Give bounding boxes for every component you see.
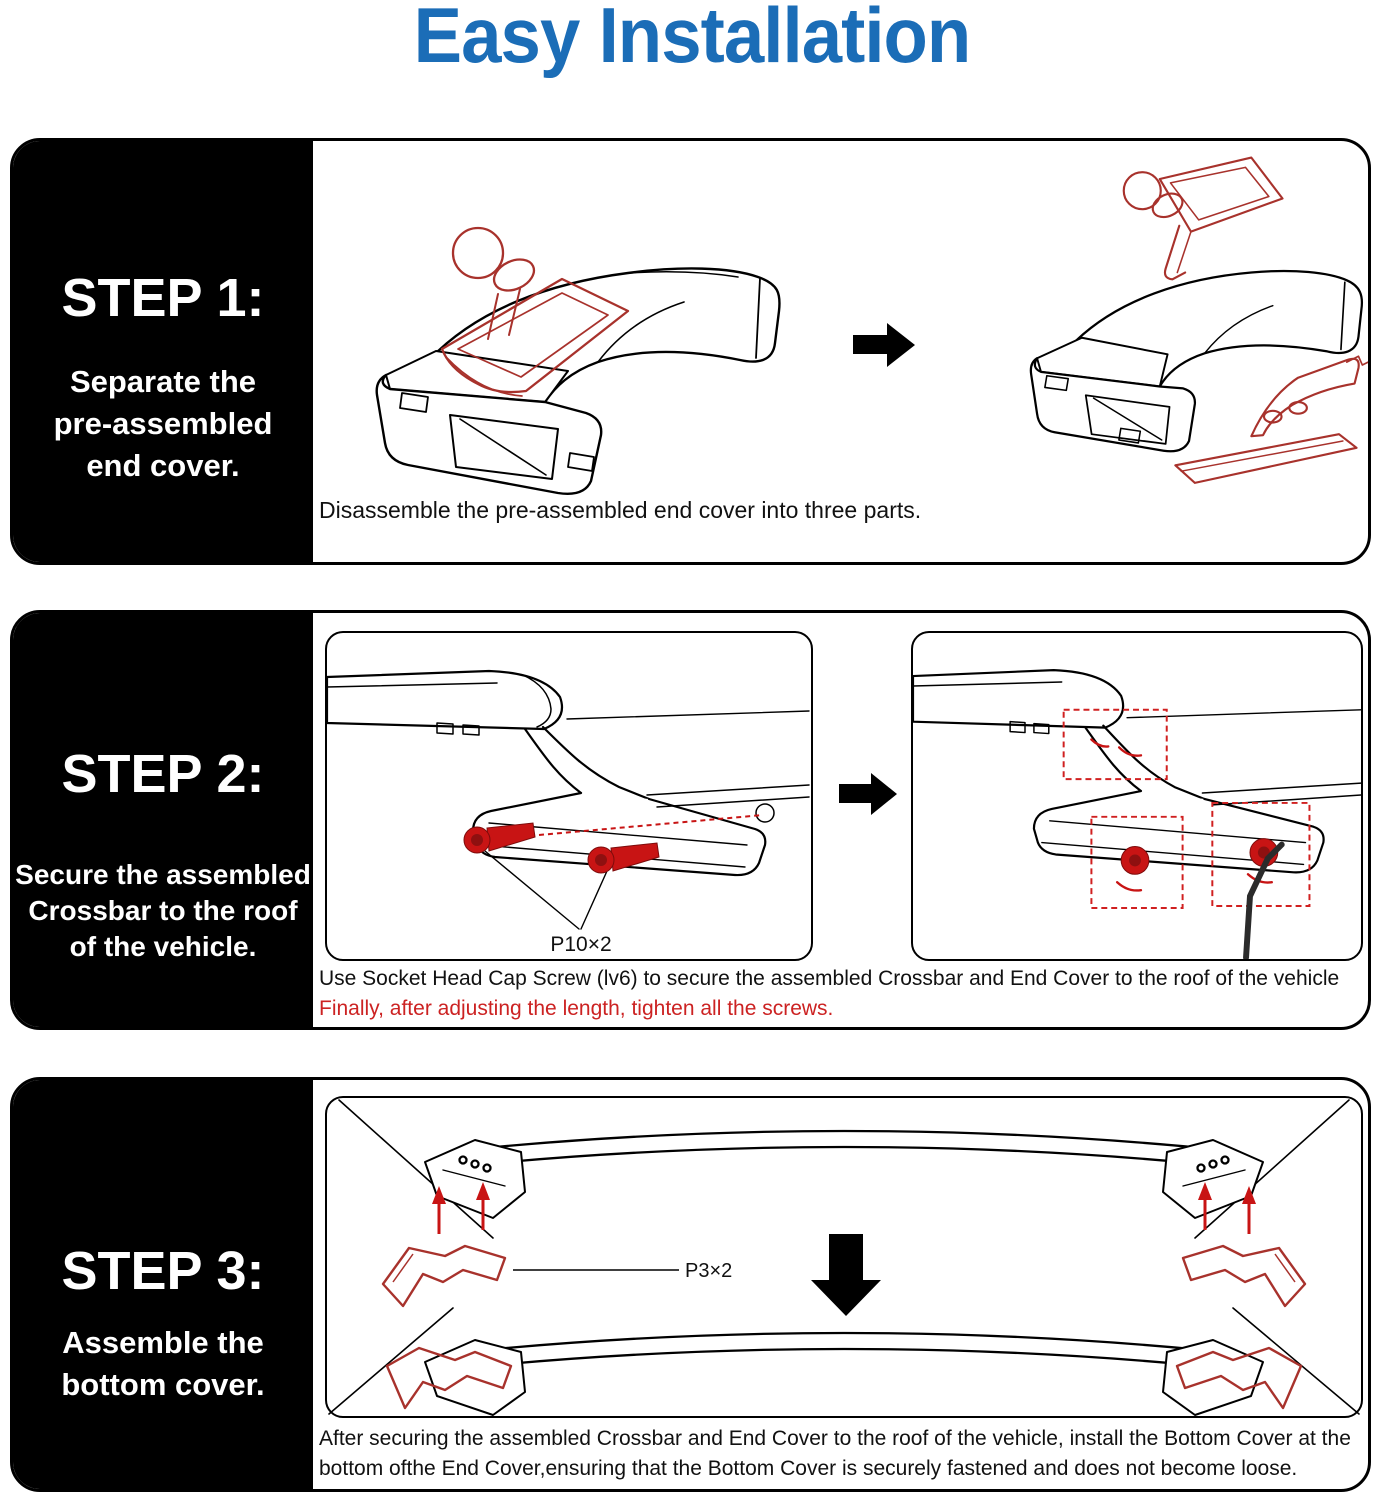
arrow-down-icon xyxy=(811,1234,881,1316)
step3-panel xyxy=(10,1077,1371,1492)
arrow-right-icon xyxy=(853,323,915,367)
step3-black-sidebar xyxy=(13,1080,313,1489)
step1-disassembled-parts-illustration xyxy=(928,145,1371,513)
step1-subheading xyxy=(13,361,313,487)
step3-illustration-box xyxy=(325,1096,1363,1418)
step2-caption: Use Socket Head Cap Screw (lv6) to secure the assembled Crossbar and End Cover to the roof of the vehicle xyxy=(319,967,1340,990)
step2-subheading xyxy=(13,857,313,965)
step2-caption-warning: Finally, after adjusting the length, tighten all the screws. xyxy=(319,997,834,1020)
step1-black-sidebar xyxy=(13,141,313,562)
red-insert-arrows xyxy=(432,1182,1256,1234)
step2-right-illustration-box xyxy=(911,631,1363,961)
step3-subheading xyxy=(13,1322,313,1406)
step1-panel xyxy=(10,138,1371,565)
step3-caption: After securing the assembled Crossbar and End Cover to the roof of the vehicle, install the Bottom Cover at the bottom ofthe End Cover,ensuring that the Bottom Cover is securely fastened and does not become loose. xyxy=(319,1427,1351,1480)
arrow-right-icon xyxy=(839,773,897,815)
red-bottom-cover-part xyxy=(1175,356,1371,483)
crossbar-top-view xyxy=(425,1131,1263,1218)
crossbar-assembled-view xyxy=(425,1333,1263,1415)
step2-heading: STEP 2: xyxy=(61,744,265,804)
step2-tighten-illustration xyxy=(913,633,1361,959)
step1-heading: STEP 1: xyxy=(61,268,265,328)
red-knob-part xyxy=(1124,158,1283,280)
step1-caption: Disassemble the pre-assembled end cover into three parts. xyxy=(319,497,922,523)
step2-left-illustration-box xyxy=(325,631,813,961)
step2-screw-install-illustration xyxy=(327,633,811,959)
endcover-body-part xyxy=(1031,271,1362,451)
step1-subheading-line: pre-assembled xyxy=(53,406,273,441)
step1-subheading-line: end cover. xyxy=(86,448,240,483)
step1-subheading-line: Separate the xyxy=(69,364,257,399)
step3-bottom-cover-illustration xyxy=(327,1098,1361,1416)
step2-subheading-line: Secure the assembled xyxy=(15,859,311,890)
step2-subheading-line: of the vehicle. xyxy=(69,931,257,962)
page-title: Easy Installation xyxy=(413,0,971,79)
step2-subheading-line: Crossbar to the roof xyxy=(28,895,298,926)
step3-heading: STEP 3: xyxy=(61,1241,265,1301)
step2-black-sidebar xyxy=(13,613,313,1027)
step3-subheading-line: bottom cover. xyxy=(61,1367,265,1402)
step3-subheading-line: Assemble the xyxy=(62,1325,264,1360)
step1-assembled-endcover-illustration xyxy=(328,151,818,501)
part-count-label: P3×2 xyxy=(685,1260,733,1282)
part-count-label: P10×2 xyxy=(550,933,612,956)
step2-panel xyxy=(10,610,1371,1030)
